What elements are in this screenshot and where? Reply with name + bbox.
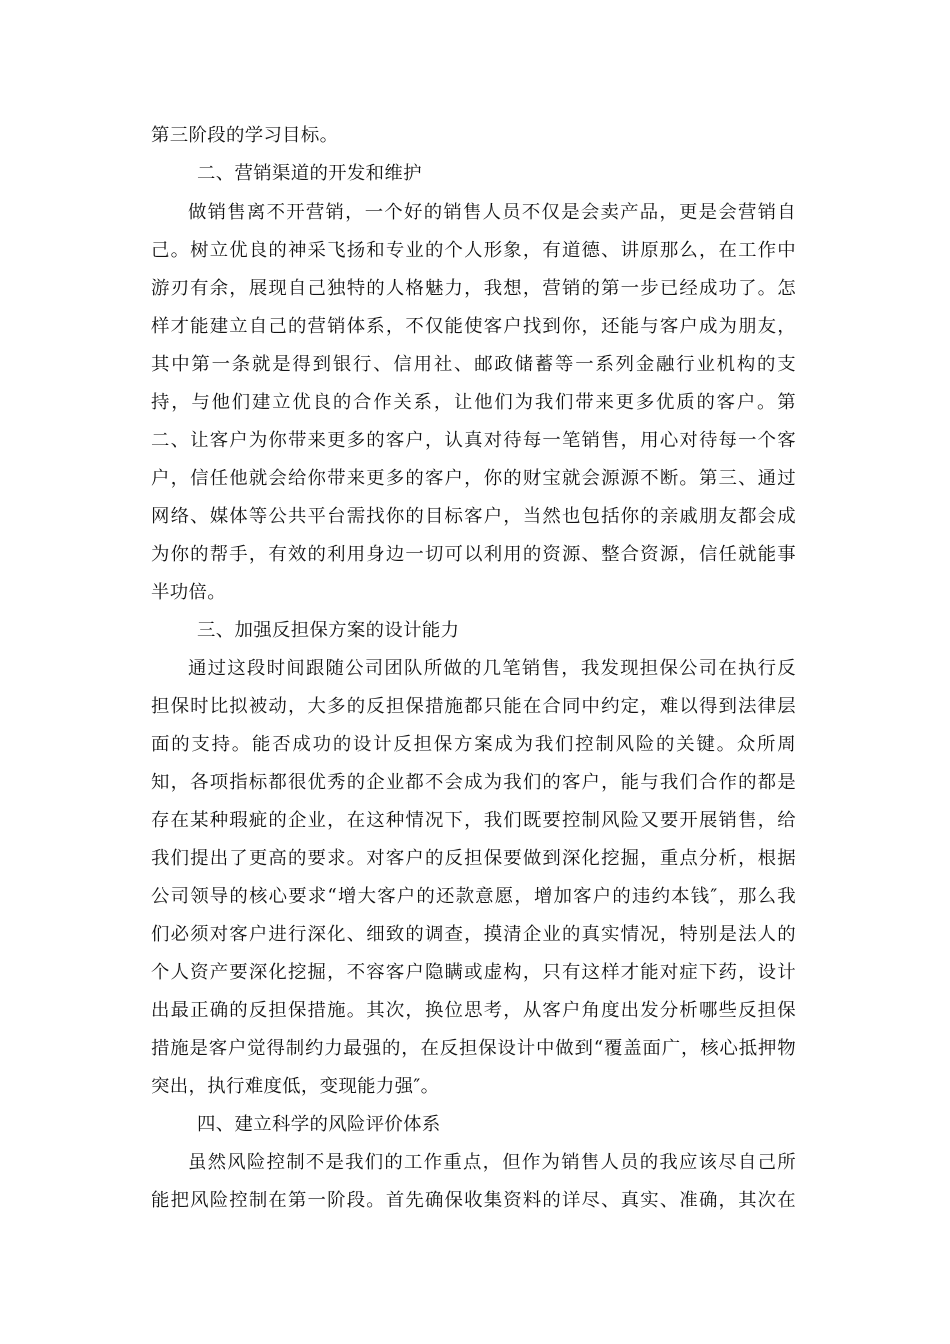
text-line: 我们提出了更高的要求。对客户的反担保要做到深化挖掘，重点分析，根据 <box>151 848 796 869</box>
text-line: 出最正确的反担保措施。其次，换位思考，从客户角度出发分析哪些反担保 <box>151 1000 796 1021</box>
text-line: 面的支持。能否成功的设计反担保方案成为我们控制风险的关键。众所周 <box>151 734 796 755</box>
text-line: 为你的帮手，有效的利用身边一切可以利用的资源、整合资源，信任就能事 <box>151 544 796 565</box>
text-line: 半功倍。 <box>151 582 226 603</box>
section-heading: 三、加强反担保方案的设计能力 <box>197 620 460 641</box>
text-line: 己。树立优良的神采飞扬和专业的个人形象，有道德、讲原那么，在工作中 <box>151 240 796 261</box>
text-line: 虽然风险控制不是我们的工作重点，但作为销售人员的我应该尽自己所 <box>188 1152 796 1173</box>
text-line: 二、让客户为你带来更多的客户，认真对待每一笔销售，用心对待每一个客 <box>151 430 796 451</box>
text-line: 担保时比拟被动，大多的反担保措施都只能在合同中约定，难以得到法律层 <box>151 696 796 717</box>
section-heading: 二、营销渠道的开发和维护 <box>197 163 422 184</box>
text-line: 通过这段时间跟随公司团队所做的几笔销售，我发现担保公司在执行反 <box>188 658 796 679</box>
text-line: 样才能建立自己的营销体系，不仅能使客户找到你，还能与客户成为朋友， <box>151 316 796 337</box>
text-line: 第三阶段的学习目标。 <box>151 125 339 146</box>
text-line: 游刃有余，展现自己独特的人格魅力，我想，营销的第一步已经成功了。怎 <box>151 278 796 299</box>
text-line: 公司领导的核心要求“增大客户的还款意愿，增加客户的违约本钱″，那么我 <box>151 886 796 907</box>
section-heading: 四、建立科学的风险评价体系 <box>197 1114 441 1135</box>
text-line: 其中第一条就是得到银行、信用社、邮政储蓄等一系列金融行业机构的支 <box>151 354 796 375</box>
text-line: 们必须对客户进行深化、细致的调查，摸清企业的真实情况，特别是法人的 <box>151 924 796 945</box>
text-line: 措施是客户觉得制约力最强的，在反担保设计中做到“覆盖面广，核心抵押物 <box>151 1038 796 1059</box>
text-line: 能把风险控制在第一阶段。首先确保收集资料的详尽、真实、准确，其次在 <box>151 1190 796 1211</box>
text-line: 突出，执行难度低，变现能力强″。 <box>151 1076 440 1097</box>
text-line: 知，各项指标都很优秀的企业都不会成为我们的客户，能与我们合作的都是 <box>151 772 796 793</box>
text-line: 存在某种瑕疵的企业，在这种情况下，我们既要控制风险又要开展销售，给 <box>151 810 796 831</box>
text-line: 个人资产要深化挖掘，不容客户隐瞒或虚构，只有这样才能对症下药，设计 <box>151 962 796 983</box>
text-line: 网络、媒体等公共平台需找你的目标客户，当然也包括你的亲戚朋友都会成 <box>151 506 796 527</box>
text-line: 持，与他们建立优良的合作关系，让他们为我们带来更多优质的客户。第 <box>151 392 796 413</box>
text-line: 户，信任他就会给你带来更多的客户，你的财宝就会源源不断。第三、通过 <box>151 468 796 489</box>
text-line: 做销售离不开营销，一个好的销售人员不仅是会卖产品，更是会营销自 <box>188 202 796 223</box>
